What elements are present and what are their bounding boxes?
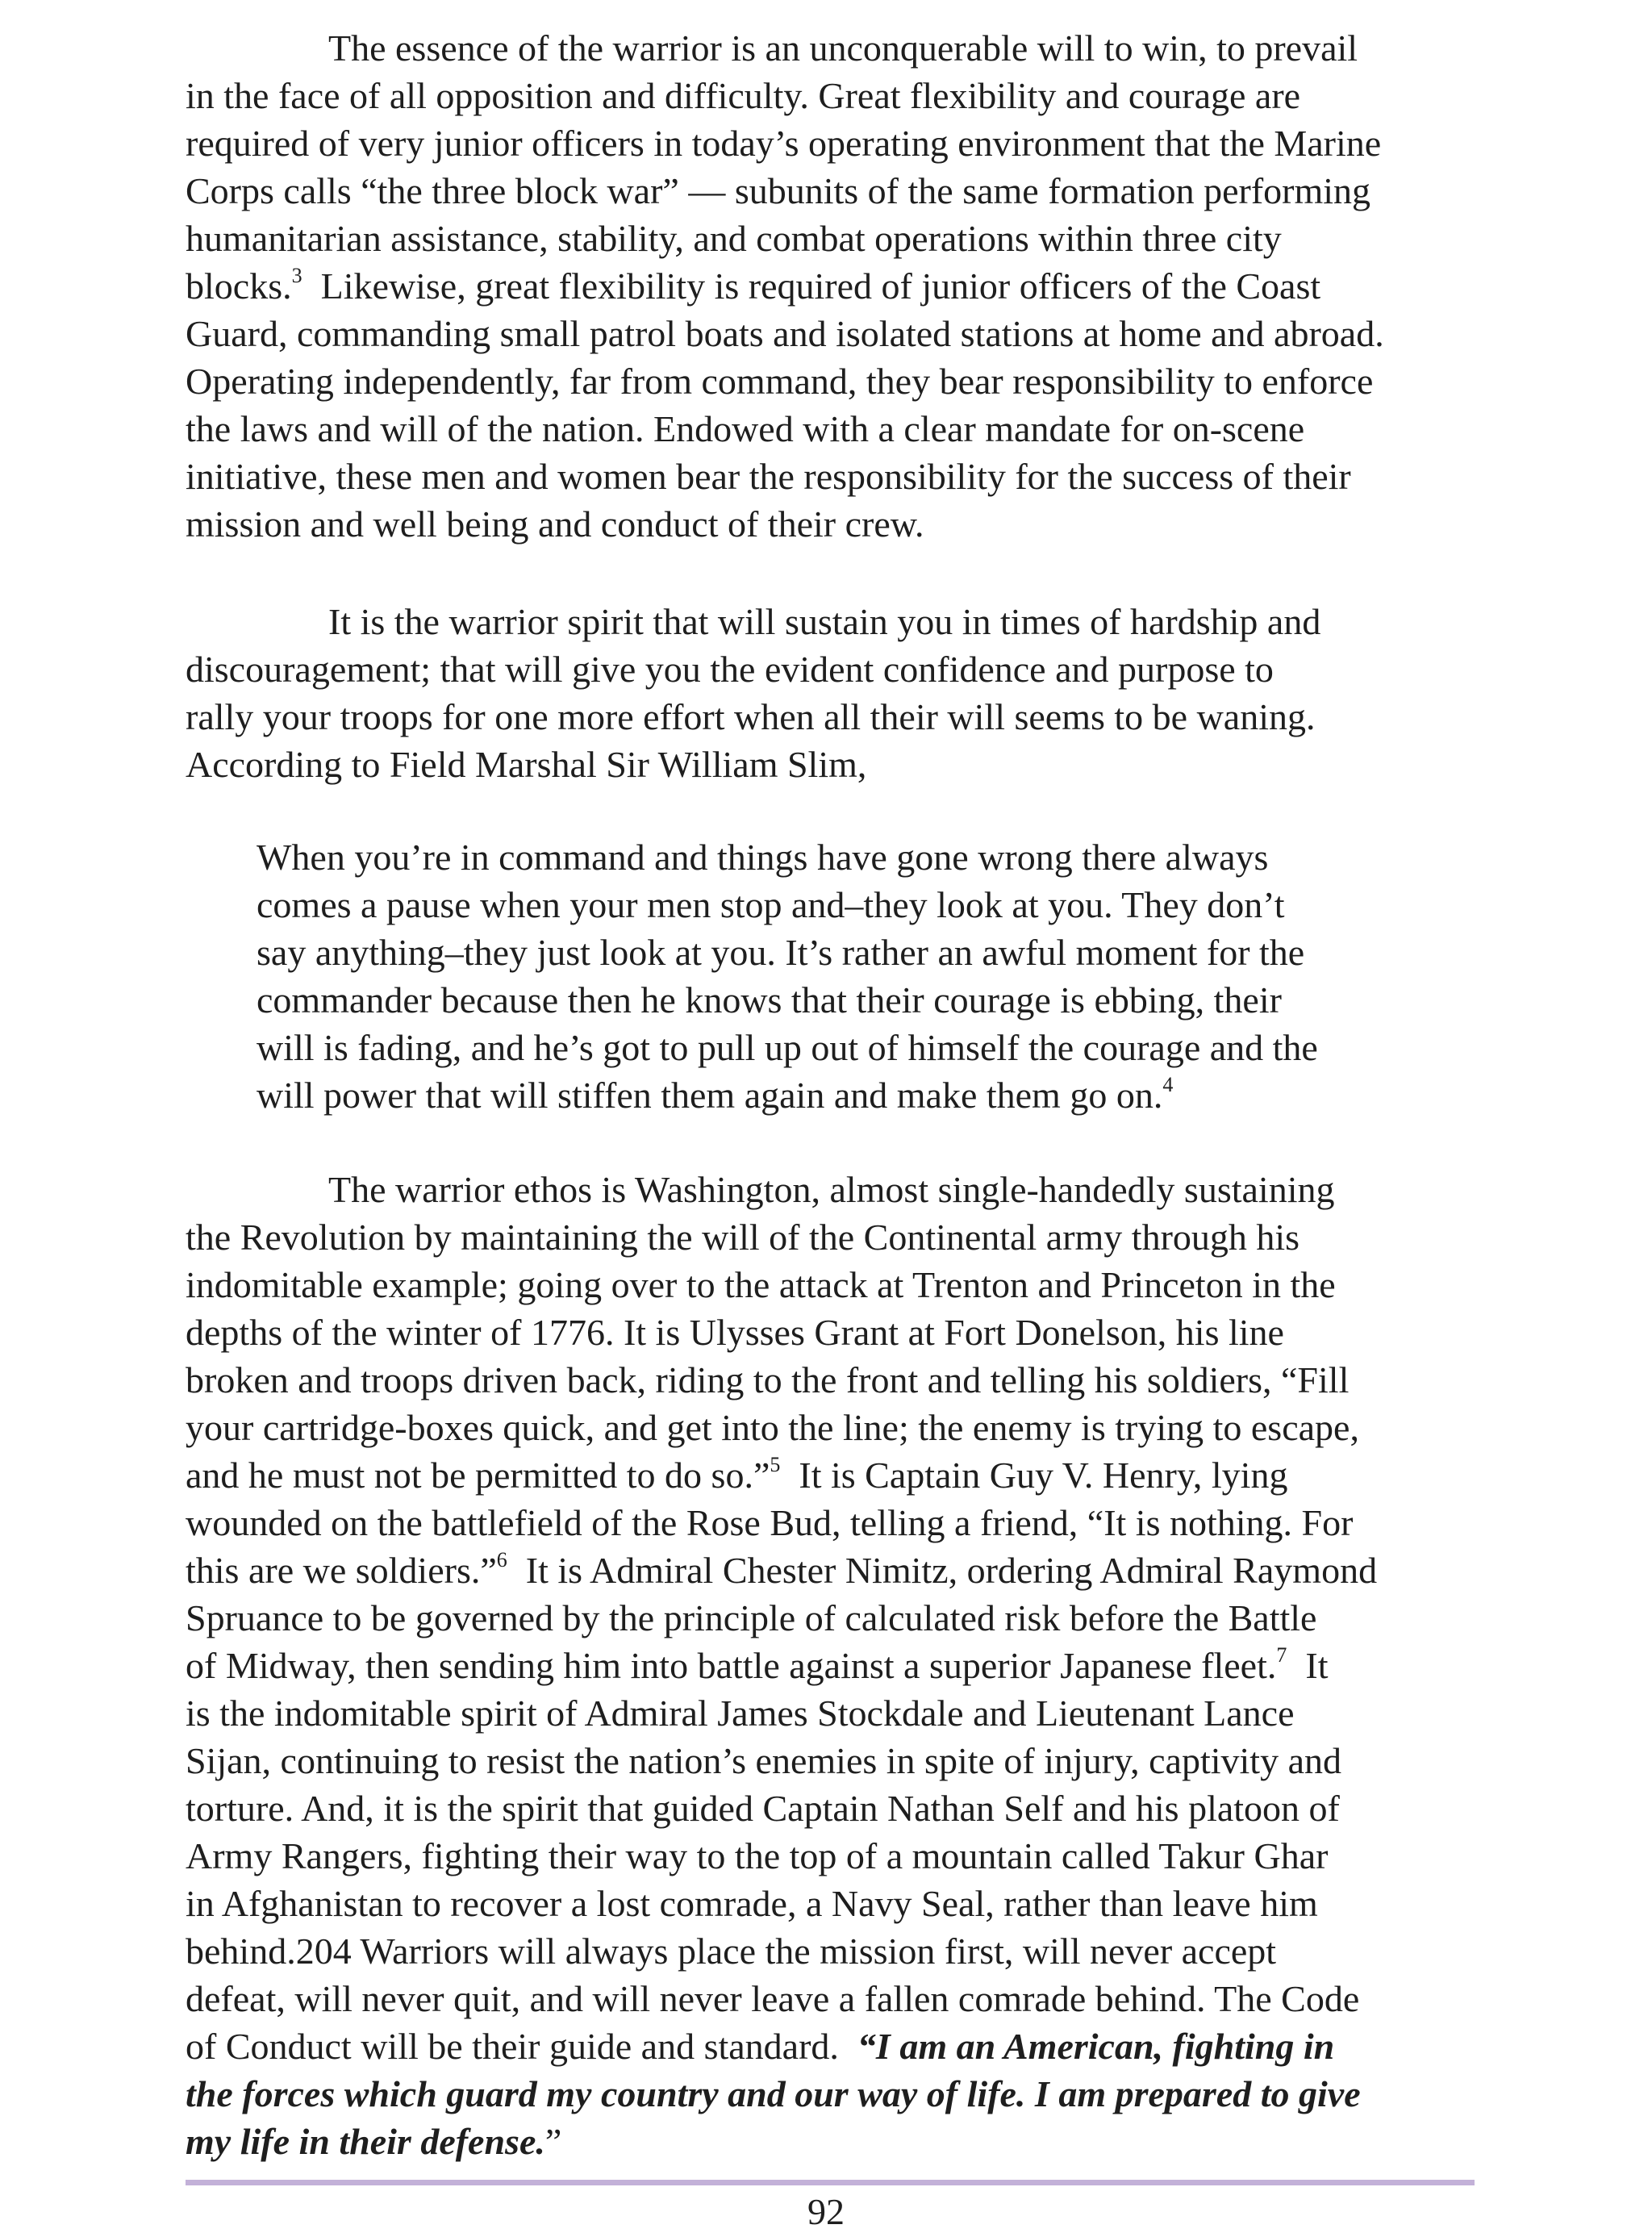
- paragraph-warrior-ethos: [186, 1166, 1476, 2165]
- text-line: indomitable example; going over to the attack at Trenton and Princeton in the: [186, 1264, 1336, 1305]
- footnote-reference: 7: [1276, 1642, 1287, 1667]
- text-line: your cartridge-boxes quick, and get into the line; the enemy is trying to escape,: [186, 1407, 1359, 1448]
- text-line: torture. And, it is the spirit that guided Captain Nathan Self and his platoon of: [186, 1788, 1340, 1829]
- text-line: [186, 2022, 1476, 2070]
- text-line: discouragement; that will give you the evident confidence and purpose to: [186, 649, 1274, 690]
- text-line: [186, 1451, 1476, 1499]
- text-segment: Likewise, great flexibility is required of junior officers of the Coast: [302, 265, 1321, 307]
- text-line: Guard, commanding small patrol boats and isolated stations at home and abroad.: [186, 313, 1384, 354]
- closing-quote-mark: ”: [544, 2121, 562, 2162]
- text-line: Sijan, continuing to resist the nation’s enemies in spite of injury, captivity and: [186, 1740, 1342, 1781]
- text-line: the Revolution by maintaining the will of the Continental army through his: [186, 1217, 1300, 1258]
- text-segment: will power that will stiffen them again and make them go on.: [257, 1075, 1163, 1116]
- text-line: behind.204 Warriors will always place the mission first, will never accept: [186, 1930, 1277, 1972]
- text-line: mission and well being and conduct of their crew.: [186, 503, 924, 545]
- paragraph-warrior-spirit: [186, 598, 1476, 788]
- text-segment: and he must not be permitted to do so.”: [186, 1455, 770, 1496]
- text-segment: It is Captain Guy V. Henry, lying: [780, 1455, 1288, 1496]
- text-line: required of very junior officers in today’s operating environment that the Marine: [186, 123, 1382, 164]
- footnote-reference: 3: [291, 263, 302, 287]
- text-line: [186, 1546, 1476, 1594]
- quote-line: say anything–they just look at you. It’s rather an awful moment for the: [257, 932, 1305, 973]
- quote-line: will is fading, and he’s got to pull up out of himself the courage and the: [257, 1027, 1318, 1068]
- text-line: defeat, will never quit, and will never leave a fallen comrade behind. The Code: [186, 1978, 1360, 2019]
- footer-rule: [186, 2180, 1475, 2185]
- text-line: wounded on the battlefield of the Rose Bud, telling a friend, “It is nothing. For: [186, 1502, 1354, 1543]
- text-line: in the face of all opposition and difficulty. Great flexibility and courage are: [186, 75, 1301, 116]
- page-number: 92: [807, 2191, 845, 2232]
- quote-line: comes a pause when your men stop and–they look at you. They don’t: [257, 884, 1285, 925]
- text-line: According to Field Marshal Sir William Slim,: [186, 744, 867, 785]
- text-line: the laws and will of the nation. Endowed with a clear mandate for on-scene: [186, 408, 1305, 449]
- text-line: humanitarian assistance, stability, and combat operations within three city: [186, 218, 1282, 259]
- text-line: The essence of the warrior is an unconquerable will to win, to prevail: [328, 27, 1358, 69]
- text-line: It is the warrior spirit that will sustain you in times of hardship and: [328, 601, 1321, 642]
- text-segment: blocks.: [186, 265, 292, 307]
- code-of-conduct-quote-end: my life in their defense.: [186, 2121, 545, 2162]
- text-segment: this are we soldiers.”: [186, 1550, 497, 1591]
- quote-line: commander because then he knows that their courage is ebbing, their: [257, 979, 1282, 1021]
- code-of-conduct-quote-line: the forces which guard my country and our way of life. I am prepared to give: [186, 2073, 1361, 2114]
- text-line: Operating independently, far from command, they bear responsibility to enforce: [186, 361, 1374, 402]
- text-line: Army Rangers, fighting their way to the top of a mountain called Takur Ghar: [186, 1835, 1329, 1876]
- text-line: initiative, these men and women bear the responsibility for the success of their: [186, 456, 1351, 497]
- text-line: The warrior ethos is Washington, almost single-handedly sustaining: [328, 1169, 1335, 1210]
- text-line: is the indomitable spirit of Admiral James Stockdale and Lieutenant Lance: [186, 1692, 1295, 1734]
- text-line: broken and troops driven back, riding to the front and telling his soldiers, “Fill: [186, 1359, 1350, 1400]
- footnote-reference: 6: [496, 1547, 507, 1571]
- text-line: [186, 1642, 1476, 1689]
- paragraph-warrior-essence: [186, 24, 1476, 548]
- slim-block-quote: [257, 833, 1418, 1119]
- text-line: [186, 2118, 1476, 2165]
- code-of-conduct-quote: “I am an American, fighting in: [857, 2026, 1335, 2067]
- text-line: Spruance to be governed by the principle of calculated risk before the Battle: [186, 1597, 1317, 1638]
- text-line: rally your troops for one more effort when all their will seems to be waning.: [186, 696, 1316, 737]
- quote-line: When you’re in command and things have gone wrong there always: [257, 837, 1269, 878]
- quote-line: [257, 1071, 1418, 1119]
- text-segment: of Conduct will be their guide and standard.: [186, 2026, 857, 2067]
- text-segment: It: [1287, 1645, 1329, 1686]
- footnote-reference: 5: [770, 1452, 781, 1476]
- text-line: Corps calls “the three block war” — subunits of the same formation performing: [186, 170, 1371, 211]
- text-line: in Afghanistan to recover a lost comrade, a Navy Seal, rather than leave him: [186, 1883, 1318, 1924]
- text-line: depths of the winter of 1776. It is Ulysses Grant at Fort Donelson, his line: [186, 1312, 1284, 1353]
- text-segment: of Midway, then sending him into battle against a superior Japanese fleet.: [186, 1645, 1277, 1686]
- footnote-reference: 4: [1162, 1072, 1174, 1096]
- text-line: [186, 262, 1476, 310]
- text-segment: It is Admiral Chester Nimitz, ordering Admiral Raymond: [507, 1550, 1378, 1591]
